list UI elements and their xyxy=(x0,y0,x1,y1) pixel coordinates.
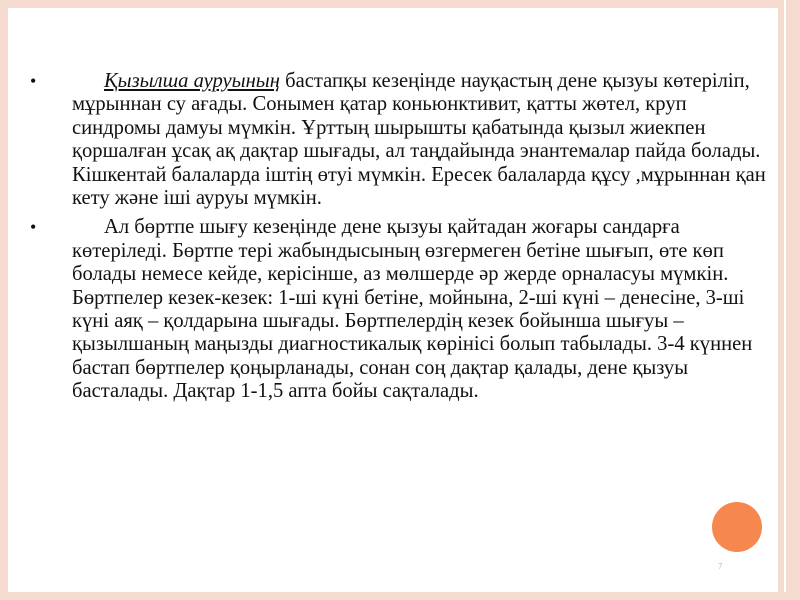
slide-border-top xyxy=(0,0,800,8)
highlight-term: Қызылша ауруының xyxy=(104,70,280,92)
decorative-circle-icon xyxy=(712,502,762,552)
paragraph-initial-stage xyxy=(30,70,770,210)
slide-border-bottom xyxy=(0,592,800,600)
bullet-icon: • xyxy=(30,71,37,91)
paragraph-rash-stage xyxy=(30,216,770,403)
paragraph-text: Ал бөртпе шығу кезеңінде дене қызуы қайтадан жоғары сандарға көтеріледі. Бөртпе тері жабындысының өзгермеген бетіне шығып, өте көп болады немесе кейде, керісінше, аз мөлшерде әр жерде орналасуы мүмкін. Бөртпелер кезек-кезек: 1-ші күні бетіне, мойнына, 2-ші күні – денесіне, 3-ші күні аяқ – қолдарына шығады. Бөртпелердің кезек бойынша шығуы – қызылшаның маңызды диагностикалық көрінісі болып табылады. 3-4 күннен бастап бөртпелер қоңырланады, сонан соң дақтар қалады, дене қызуы басталады. Дақтар 1-1,5 апта бойы сақталады. xyxy=(72,216,753,403)
slide-border-left xyxy=(0,0,8,600)
slide-border-right xyxy=(778,0,800,600)
page-number: 7 xyxy=(718,562,723,571)
bullet-icon: • xyxy=(30,217,37,238)
slide-content xyxy=(30,70,770,410)
paragraph-text: бастапқы кезеңінде науқастың дене қызуы көтеріліп, мұрыннан су ағады. Сонымен қатар коньюнктивит, қатты жөтел, круп синдромы дамуы мүмкін. Ұрттың шырышты қабатында қызыл жиекпен қоршалған ұсақ ақ дақтар шығады, ал таңдайында энантемалар пайда болады. Кішкентай балаларда іштің өтуі мүмкін. Ересек балаларда құсу ,мұрыннан қан кету және іші ауруы мүмкін. xyxy=(72,70,766,210)
